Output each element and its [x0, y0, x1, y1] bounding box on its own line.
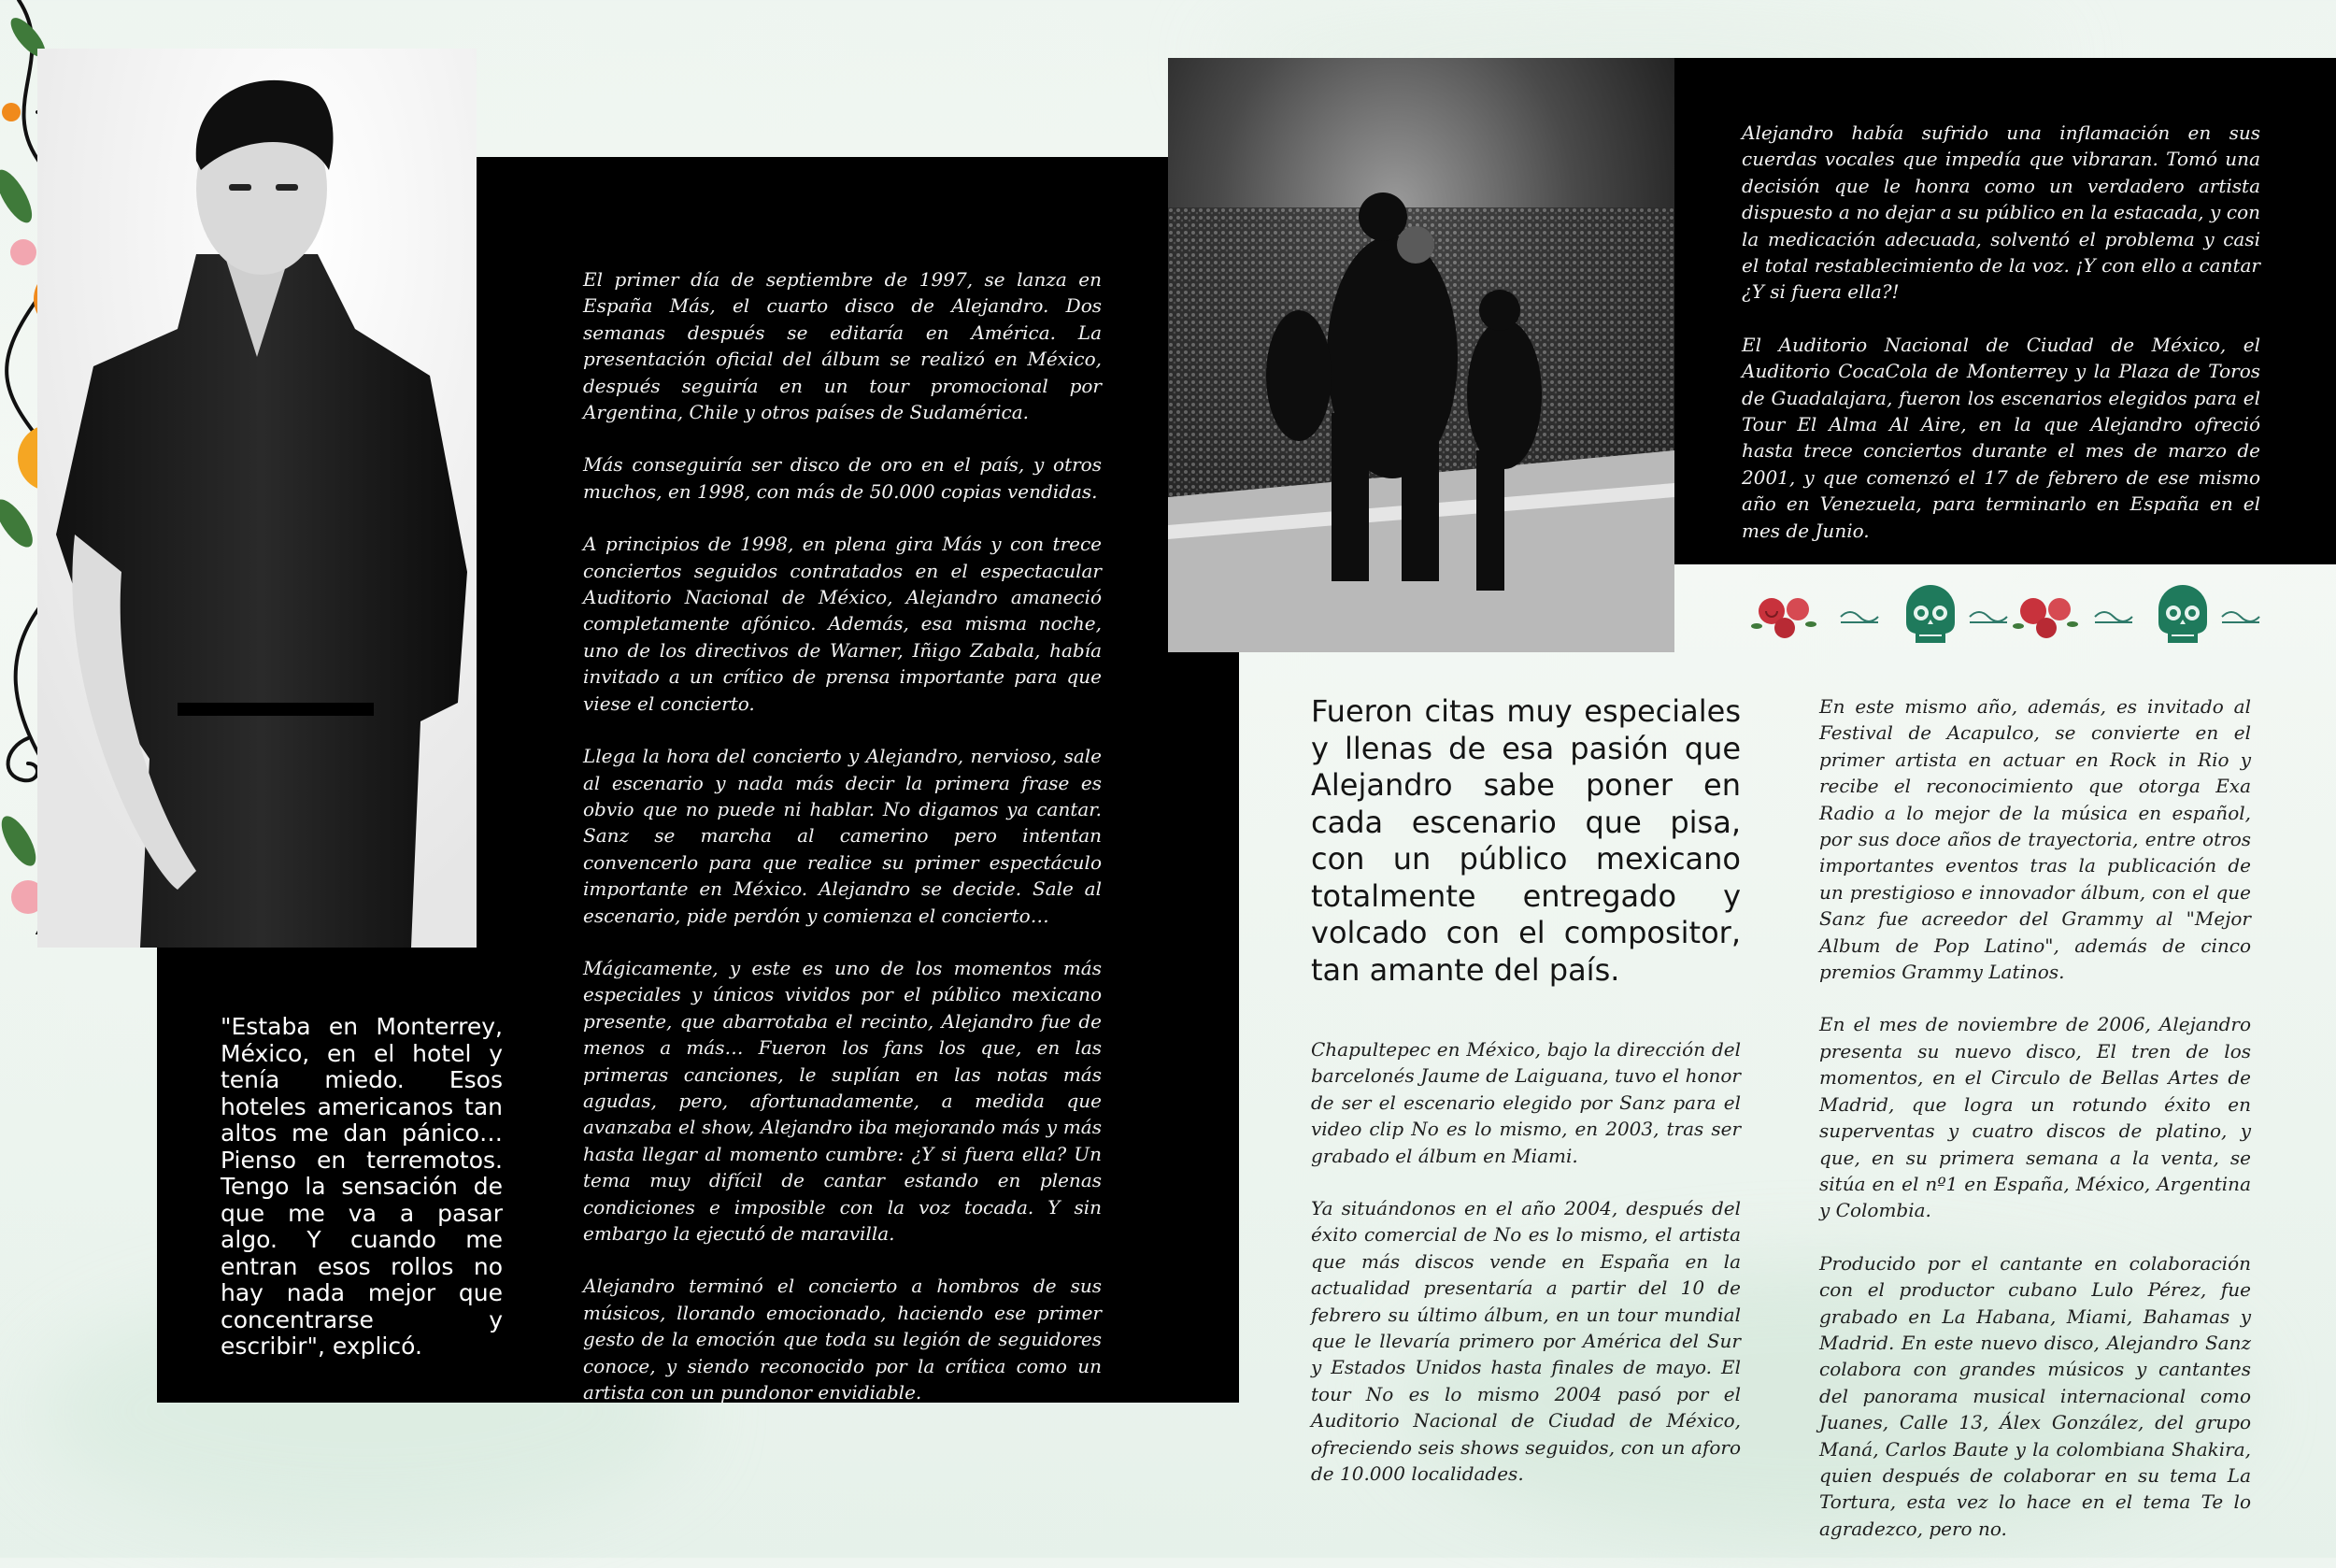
paragraph: El primer día de septiembre de 1997, se lanza en España Más, el cuarto disco de Alejandro. Dos semanas después se editaría en América. La presentación oficial del álbum se realizó en México, después seguiría en un tour promocional por Argentina, Chile y otros países de Sudamérica. [583, 268, 1102, 424]
sugar-skull-icon [2158, 585, 2207, 643]
paragraph: Más conseguiría ser disco de oro en el país, y otros muchos, en 1998, con más de 50.000 copias vendidas. [583, 453, 1102, 503]
paragraph: El Auditorio Nacional de Ciudad de México, el Auditorio CocaCola de Monterrey y la Plaza de Toros de Guadalajara, fueron los escenarios elegidos para el Tour El Alma Al Aire, en la que Alejandro ofreció hasta trece conciertos durante el mes de marzo de 2001, y que comenzó el 17 de febrero de ese mismo año en Venezuela, para terminarlo en España en el mes de Junio. [1742, 333, 2260, 542]
paragraph: Llega la hora del concierto y Alejandro, nervioso, sale al escenario y nada más decir la primera frase es obvio que no puede ni hablar. No digamos ya cantar. Sanz se marcha al camerino pero intentan convencerlo para que realice su primer espectáculo importante en México. Alejandro se decide. Sale al escenario, pide perdón y comienza el concierto… [583, 745, 1102, 927]
paragraph: Mágicamente, y este es uno de los momentos más especiales y únicos vividos por el público mexicano presente, que abarrotaba el recinto, Alejandro fue de menos a más… Fueron los fans los que, en las primeras canciones, le suplían en las notas más agudas, pero, afortunadamente, a medida que avanzaba el show, Alejandro iba mejorando más y más hasta llegar al momento cumbre: ¿Y si fuera ella? Un tema muy difícil de cantar estando en plenas condiciones e imposible con la voz tocada. Y sin embargo la ejecutó de maravilla. [583, 956, 1102, 1245]
paragraph: En este mismo año, además, es invitado al Festival de Acapulco, se convierte en el primer artista en actuar en Rock in Rio y recibe el reconocimiento que otorga Exa Radio a lo mejor de la música en español, por sus doce años de trayectoria, entre otros importantes eventos tras la publicación de un prestigioso e innovador álbum, con el que Sanz fue acreedor del Grammy al "Mejor Album de Pop Latino", además de cinco premios Grammy Latinos. [1819, 695, 2251, 984]
right-pull-quote: Fueron citas muy especiales y llenas de esa pasión que Alejandro sabe poner en cada escenario que pisa, con un público mexicano totalmente entregado y volcado con el compositor, tan amante del país. [1311, 693, 1741, 988]
rose-icon [1751, 598, 1816, 638]
paragraph: Alejandro terminó el concierto a hombros de sus músicos, llorando emocionado, haciendo ese primer gesto de la emoción que toda su legión de seguidores conoce, y siendo reconocido por la crítica como un artista con un pundonor envidiable. [583, 1275, 1102, 1404]
sugar-skull-icon [1906, 585, 1955, 643]
paragraph: Producido por el cantante en colaboración con el productor cubano Lulo Pérez, fue grabado en La Habana, Miami, Bahamas y Madrid. En este nuevo disco, Alejandro Sanz colabora con grandes músicos y cantantes del panorama musical internacional como Juanes, Calle 13, Álex González, del grupo Maná, Carlos Baute y la colombiana Shakira, quien después de colaborar en su tema La Tortura, esta vez lo hace en el tema Te lo agradezco, pero no. [1819, 1251, 2251, 1540]
portrait-photo [37, 49, 477, 948]
right-column-1 [1311, 1036, 1741, 1514]
rose-icon [2013, 598, 2078, 638]
decorative-strip [1747, 581, 2271, 652]
paragraph: Chapultepec en México, bajo la dirección del barcelonés Jaume de Laiguana, tuvo el honor de ser el escenario elegido por Sanz para el video clip No es lo mismo, en 2003, tras ser grabado el álbum en Miami. [1311, 1038, 1741, 1167]
paragraph: Ya situándonos en el año 2004, después del éxito comercial de No es lo mismo, el artista que más discos vende en España en la actualidad presentaría a partir del 10 de febrero su último álbum, en un tour mundial que le llevaría primero por América del Sur y Estados Unidos hasta finales de mayo. El tour No es lo mismo 2004 pasó por el Auditorio Nacional de Ciudad de México, ofreciendo seis shows seguidos, con un aforo de 10.000 localidades. [1311, 1197, 1741, 1486]
paragraph: En el mes de noviembre de 2006, Alejandro presenta su nuevo disco, El tren de los momentos, en el Circulo de Bellas Artes de Madrid, que logra un rotundo éxito en superventas y cuatro discos de platino, y que, en su primera semana a la venta, se sitúa en el nº1 en España, México, Argentina y Colombia. [1819, 1013, 2251, 1222]
right-top-column [1742, 120, 2260, 570]
left-article-column [583, 266, 1102, 1432]
paragraph: Alejandro había sufrido una inflamación en sus cuerdas vocales que impedía que vibraran. Tomó una decisión que le honra como un verdadero artista dispuesto a no dejar a su público en la estacada, y con la medicación adecuada, solventó el problema y casi el total restablecimiento de la voz. ¡Y con ello a cantar ¿Y si fuera ella?! [1742, 121, 2260, 304]
concert-photo [1168, 58, 1674, 652]
left-pull-quote: "Estaba en Monterrey, México, en el hotel y tenía miedo. Esos hoteles americanos tan altos me dan pánico… Pienso en terremotos. Tengo la sensación de que me va a pasar algo. Y cuando me entran esos rollos no hay nada mejor que concentrarse y escribir", explicó. [221, 1013, 503, 1360]
right-column-2 [1819, 693, 2251, 1568]
paragraph: A principios de 1998, en plena gira Más y con trece conciertos seguidos contratados en el espectacular Auditorio Nacional de México, Alejandro amaneció completamente afónico. Además, esa misma noche, uno de los directivos de Warner, Iñigo Zabala, había invitado a un crítico de prensa importante para que viese el concierto. [583, 533, 1102, 715]
